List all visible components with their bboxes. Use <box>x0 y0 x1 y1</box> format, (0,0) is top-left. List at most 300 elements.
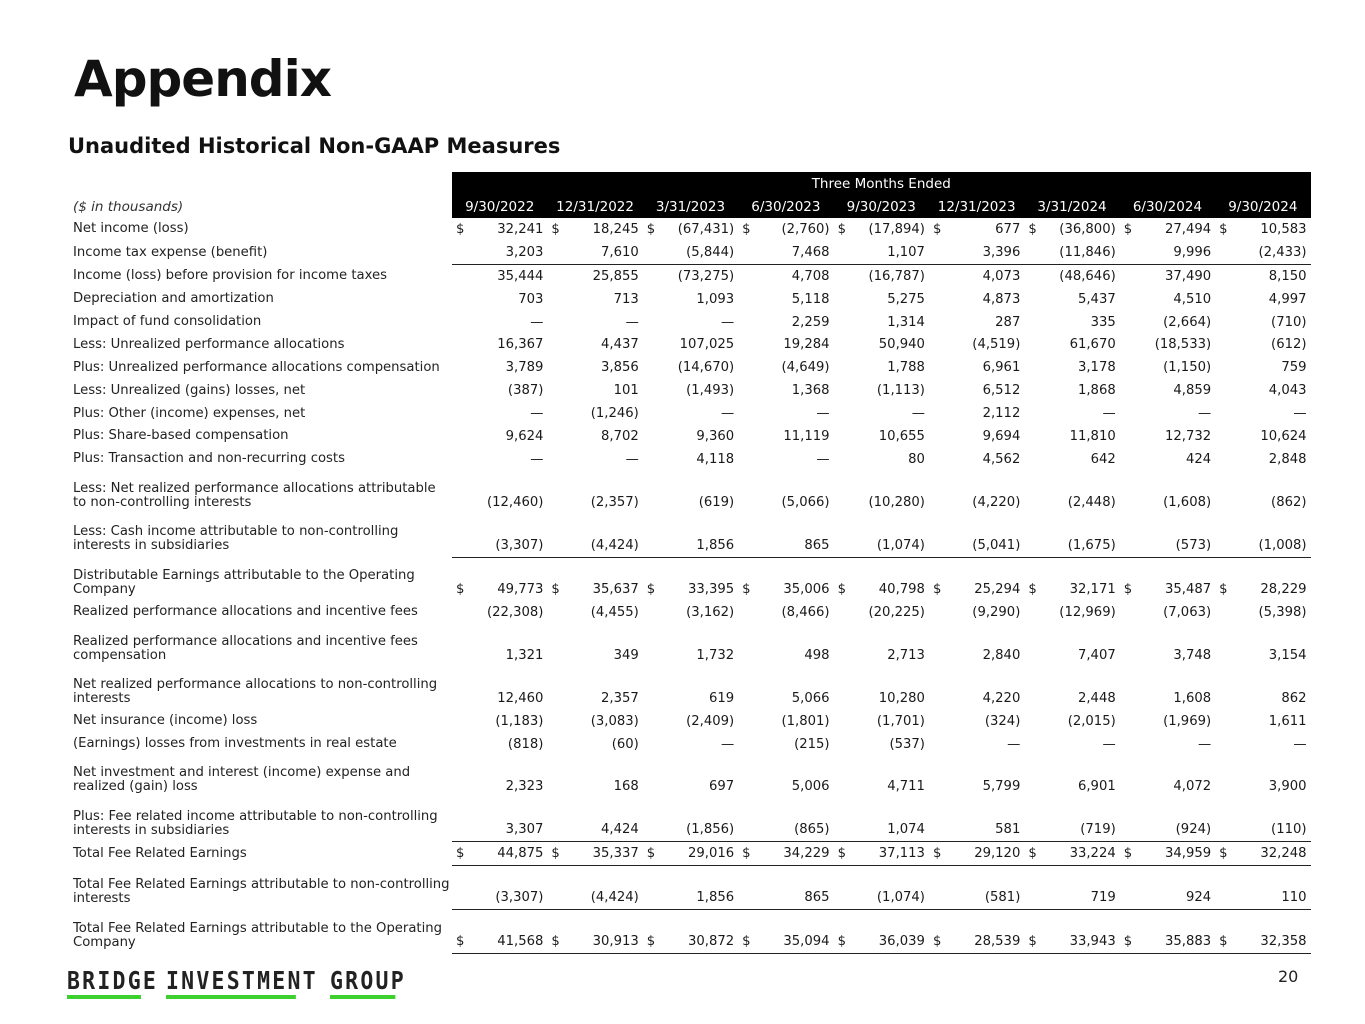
currency-symbol: $ <box>456 581 465 597</box>
currency-symbol <box>1024 601 1036 624</box>
table-cell: — <box>1102 406 1116 422</box>
currency-symbol <box>452 402 464 425</box>
table-header-row <box>68 195 1311 218</box>
currency-symbol <box>547 755 559 798</box>
logo-word: INVESTMENT <box>166 968 296 999</box>
currency-symbol <box>929 471 941 514</box>
currency-symbol <box>1024 667 1036 710</box>
table-cell: 36,039 <box>846 910 929 954</box>
currency-symbol <box>1120 471 1132 514</box>
table-cell: (8,466) <box>781 604 830 620</box>
currency-symbol <box>738 514 750 558</box>
currency-symbol <box>834 356 846 379</box>
currency-symbol: $ <box>452 910 464 954</box>
currency-symbol <box>547 471 559 514</box>
currency-symbol <box>1024 798 1036 842</box>
currency-symbol <box>1120 402 1132 425</box>
currency-symbol <box>1215 798 1227 842</box>
table-cell: — <box>1293 736 1307 752</box>
table-cell: — <box>530 451 544 467</box>
table-cell: 7,407 <box>1077 647 1116 663</box>
currency-symbol <box>643 241 655 264</box>
column-header: 6/30/2023 <box>738 195 833 218</box>
currency-symbol <box>452 241 464 264</box>
currency-symbol: $ <box>738 910 750 954</box>
table-cell: (1,801) <box>781 713 830 729</box>
table-cell: (1,113) <box>876 383 925 399</box>
currency-symbol <box>1215 356 1227 379</box>
table-cell: 4,711 <box>887 779 925 795</box>
currency-symbol <box>929 624 941 667</box>
currency-symbol <box>547 241 559 264</box>
currency-symbol: $ <box>834 842 846 866</box>
currency-symbol: $ <box>1219 581 1228 597</box>
currency-symbol <box>1120 379 1132 402</box>
currency-symbol <box>834 755 846 798</box>
table-row <box>68 601 1311 624</box>
currency-symbol <box>929 798 941 842</box>
table-cell: 4,437 <box>601 337 639 353</box>
page-title: Appendix <box>74 50 331 108</box>
currency-symbol <box>1120 866 1132 910</box>
table-cell: (3,307) <box>464 866 547 910</box>
table-cell: 11,810 <box>1069 428 1116 444</box>
table-row <box>68 798 1311 842</box>
table-cell: 1,368 <box>791 383 830 399</box>
table-cell: 19,284 <box>783 337 830 353</box>
row-label: Plus: Transaction and non-recurring costs <box>73 451 345 467</box>
table-cell: 4,043 <box>1268 383 1307 399</box>
currency-symbol <box>1215 402 1227 425</box>
table-row <box>68 311 1311 334</box>
currency-symbol <box>929 379 941 402</box>
currency-symbol <box>452 624 464 667</box>
table-cell: (324) <box>984 713 1021 729</box>
currency-symbol <box>834 241 846 264</box>
currency-symbol <box>1024 514 1036 558</box>
table-cell: 35,487 <box>1164 581 1212 597</box>
table-cell: 498 <box>804 647 830 663</box>
table-row <box>68 402 1311 425</box>
table-row <box>68 471 1311 514</box>
table-cell: — <box>625 314 639 330</box>
table-cell: — <box>911 406 925 422</box>
table-cell: 30,913 <box>560 910 643 954</box>
table-cell: 50,940 <box>878 337 925 353</box>
currency-symbol <box>834 425 846 448</box>
table-cell: (10,280) <box>868 494 925 510</box>
currency-symbol <box>547 866 559 910</box>
currency-symbol <box>1215 311 1227 334</box>
currency-symbol <box>738 356 750 379</box>
row-label: Less: Unrealized performance allocations <box>73 336 345 352</box>
table-cell: 862 <box>1281 690 1307 706</box>
currency-symbol <box>1120 311 1132 334</box>
table-row <box>68 448 1311 471</box>
currency-symbol <box>834 379 846 402</box>
currency-symbol <box>1024 755 1036 798</box>
table-cell: 9,694 <box>982 428 1021 444</box>
currency-symbol <box>929 425 941 448</box>
table-cell: (1,608) <box>1163 494 1212 510</box>
table-cell: 5,118 <box>791 291 830 307</box>
row-label: Realized performance allocations and incentive fees compensation <box>73 633 418 663</box>
table-cell: 1,868 <box>1077 383 1116 399</box>
table-cell: 1,611 <box>1268 713 1307 729</box>
table-cell: 28,229 <box>1260 581 1307 597</box>
currency-symbol <box>929 288 941 311</box>
table-cell: — <box>1197 406 1212 422</box>
table-row <box>68 755 1311 798</box>
currency-symbol <box>547 798 559 842</box>
table-row <box>68 356 1311 379</box>
table-cell: (1,150) <box>1163 360 1212 376</box>
table-cell: 35,637 <box>592 581 639 597</box>
table-cell: 3,396 <box>982 244 1021 260</box>
currency-symbol <box>547 264 559 287</box>
table-cell: 9,624 <box>505 428 544 444</box>
table-row <box>68 379 1311 402</box>
currency-symbol: $ <box>837 221 846 237</box>
row-label: Net insurance (income) loss <box>73 713 258 729</box>
table-cell: 28,539 <box>941 910 1024 954</box>
table-row <box>68 241 1311 264</box>
table-cell: 713 <box>613 291 639 307</box>
table-cell: 29,016 <box>655 842 738 866</box>
currency-symbol <box>929 866 941 910</box>
currency-symbol <box>643 402 655 425</box>
table-cell: (573) <box>1132 514 1215 558</box>
table-cell: (14,670) <box>677 360 735 376</box>
currency-symbol <box>643 425 655 448</box>
table-cell: 30,872 <box>655 910 738 954</box>
table-cell: 2,323 <box>505 779 544 795</box>
currency-symbol <box>929 402 941 425</box>
table-cell: (4,220) <box>972 494 1021 510</box>
table-cell: (2,760) <box>781 221 830 237</box>
currency-symbol <box>547 733 559 756</box>
table-cell: (22,308) <box>486 604 544 620</box>
table-cell: 10,624 <box>1260 428 1307 444</box>
table-cell: 10,655 <box>878 428 925 444</box>
currency-symbol <box>643 624 655 667</box>
table-cell: 11,119 <box>783 428 830 444</box>
currency-symbol <box>1215 514 1227 558</box>
table-cell: — <box>1293 406 1307 422</box>
table-cell: — <box>625 451 639 467</box>
currency-symbol <box>547 311 559 334</box>
currency-symbol <box>1215 264 1227 287</box>
table-cell: 6,512 <box>982 383 1021 399</box>
table-cell: (4,424) <box>560 514 643 558</box>
currency-symbol: $ <box>932 581 942 597</box>
table-row <box>68 333 1311 356</box>
currency-symbol: $ <box>643 842 655 866</box>
row-label: Realized performance allocations and incentive fees <box>73 604 418 620</box>
table-row <box>68 733 1311 756</box>
table-cell: 101 <box>613 383 639 399</box>
table-cell: 677 <box>995 221 1021 237</box>
table-cell: (60) <box>611 736 639 752</box>
currency-symbol <box>452 311 464 334</box>
currency-symbol <box>738 624 750 667</box>
table-cell: 5,799 <box>982 779 1021 795</box>
table-cell: 2,259 <box>791 314 830 330</box>
currency-symbol <box>834 514 846 558</box>
currency-symbol <box>929 264 941 287</box>
currency-symbol <box>1024 624 1036 667</box>
currency-symbol <box>929 241 941 264</box>
table-cell: 5,437 <box>1077 291 1116 307</box>
currency-symbol <box>1120 624 1132 667</box>
currency-symbol <box>738 425 750 448</box>
currency-symbol <box>452 733 464 756</box>
table-cell: 4,118 <box>696 451 735 467</box>
currency-symbol <box>1215 866 1227 910</box>
table-row <box>68 910 1311 954</box>
table-cell: 287 <box>995 314 1021 330</box>
currency-symbol <box>738 798 750 842</box>
row-label: Depreciation and amortization <box>73 291 274 307</box>
table-cell: — <box>530 406 544 422</box>
currency-symbol: $ <box>1028 221 1037 237</box>
currency-symbol <box>929 448 941 471</box>
table-cell: (17,894) <box>868 221 925 237</box>
table-cell: 35,883 <box>1132 910 1215 954</box>
currency-symbol <box>834 288 846 311</box>
table-cell: 619 <box>709 690 735 706</box>
currency-symbol <box>1024 264 1036 287</box>
currency-symbol <box>929 667 941 710</box>
table-cell: (581) <box>941 866 1024 910</box>
currency-symbol <box>1120 755 1132 798</box>
currency-symbol: $ <box>742 221 751 237</box>
row-label: Total Fee Related Earnings <box>73 845 247 861</box>
table-cell: (5,398) <box>1258 604 1307 620</box>
column-header: 12/31/2022 <box>547 195 642 218</box>
table-cell: 424 <box>1185 451 1212 467</box>
table-cell: (612) <box>1271 337 1307 353</box>
currency-symbol <box>738 311 750 334</box>
table-cell: 3,856 <box>601 360 639 376</box>
table-cell: 61,670 <box>1069 337 1116 353</box>
table-cell: 1,314 <box>887 314 925 330</box>
currency-symbol <box>929 333 941 356</box>
table-cell: 1,732 <box>696 647 735 663</box>
table-band-row <box>68 172 1311 195</box>
currency-symbol <box>834 624 846 667</box>
table-cell: (73,275) <box>655 264 738 287</box>
currency-symbol: $ <box>837 581 846 597</box>
currency-symbol <box>738 288 750 311</box>
currency-symbol <box>929 710 941 733</box>
currency-symbol <box>1215 241 1227 264</box>
table-cell: (4,455) <box>590 604 639 620</box>
currency-symbol <box>1024 710 1036 733</box>
currency-symbol <box>643 733 655 756</box>
table-cell: 18,245 <box>592 221 639 237</box>
table-cell: (36,800) <box>1059 221 1116 237</box>
table-cell: 3,203 <box>505 244 544 260</box>
table-cell: 581 <box>995 822 1021 838</box>
table-cell: 1,107 <box>887 244 925 260</box>
table-cell: 35,094 <box>751 910 834 954</box>
table-cell: 4,424 <box>601 822 639 838</box>
row-label: Net income (loss) <box>73 221 189 237</box>
table-cell: (1,246) <box>590 406 639 422</box>
currency-symbol <box>738 601 750 624</box>
table-cell: (3,083) <box>590 713 639 729</box>
table-cell: — <box>1197 736 1212 752</box>
table-cell: — <box>720 406 735 422</box>
table-cell: 6,961 <box>982 360 1021 376</box>
currency-symbol <box>738 448 750 471</box>
currency-symbol <box>1120 601 1132 624</box>
currency-symbol <box>1024 425 1036 448</box>
table-row <box>68 514 1311 558</box>
table-cell: 35,444 <box>464 264 547 287</box>
table-cell: — <box>816 451 830 467</box>
currency-symbol <box>1024 448 1036 471</box>
table-cell: 5,066 <box>791 690 830 706</box>
table-cell: (1,183) <box>495 713 544 729</box>
currency-symbol <box>452 755 464 798</box>
table-cell: 5,006 <box>791 779 830 795</box>
table-cell: — <box>720 736 735 752</box>
table-cell: 719 <box>1037 866 1120 910</box>
table-cell: (3,307) <box>464 514 547 558</box>
bridge-investment-group-logo <box>67 968 406 999</box>
currency-symbol <box>929 601 941 624</box>
table-cell: 2,448 <box>1077 690 1116 706</box>
currency-symbol: $ <box>643 910 655 954</box>
three-months-ended-header: Three Months Ended <box>452 172 1311 195</box>
non-gaap-table <box>68 172 1311 954</box>
currency-symbol <box>738 264 750 287</box>
currency-symbol <box>452 798 464 842</box>
column-header: 6/30/2024 <box>1120 195 1215 218</box>
table-cell: 349 <box>613 647 639 663</box>
currency-symbol <box>1120 264 1132 287</box>
table-cell: 35,006 <box>783 581 830 597</box>
currency-symbol <box>738 241 750 264</box>
currency-symbol <box>834 264 846 287</box>
currency-symbol <box>452 264 464 287</box>
currency-symbol <box>1120 514 1132 558</box>
table-cell: 2,357 <box>601 690 639 706</box>
currency-symbol <box>738 733 750 756</box>
currency-symbol <box>643 448 655 471</box>
table-cell: (862) <box>1271 494 1307 510</box>
currency-symbol: $ <box>646 221 656 237</box>
row-label: Plus: Share-based compensation <box>73 428 289 444</box>
currency-symbol <box>643 288 655 311</box>
currency-symbol: $ <box>1123 221 1133 237</box>
logo-word: BRIDGE <box>67 968 141 999</box>
currency-symbol: $ <box>1219 221 1228 237</box>
currency-symbol <box>547 333 559 356</box>
currency-symbol: $ <box>1123 581 1133 597</box>
table-cell: 168 <box>613 779 639 795</box>
currency-symbol <box>738 667 750 710</box>
table-cell: (2,433) <box>1258 244 1307 260</box>
currency-symbol <box>1215 333 1227 356</box>
table-row <box>68 425 1311 448</box>
currency-symbol <box>452 448 464 471</box>
logo-word: GROUP <box>330 968 395 999</box>
currency-symbol: $ <box>1024 910 1036 954</box>
currency-symbol <box>452 667 464 710</box>
row-label: Impact of fund consolidation <box>73 314 262 329</box>
table-cell: (619) <box>698 494 735 510</box>
currency-symbol <box>1024 333 1036 356</box>
currency-symbol <box>643 601 655 624</box>
currency-symbol <box>738 333 750 356</box>
currency-symbol <box>1120 241 1132 264</box>
currency-symbol <box>1215 710 1227 733</box>
currency-symbol <box>1120 333 1132 356</box>
table-cell: (2,664) <box>1163 314 1212 330</box>
table-cell: 40,798 <box>878 581 925 597</box>
table-cell: 8,702 <box>601 428 639 444</box>
table-cell: (5,041) <box>941 514 1024 558</box>
currency-symbol <box>1215 667 1227 710</box>
table-cell: 759 <box>1281 360 1307 376</box>
column-header: 9/30/2024 <box>1215 195 1310 218</box>
table-row <box>68 264 1311 287</box>
table-cell: 33,224 <box>1037 842 1120 866</box>
table-cell: 12,460 <box>497 690 544 706</box>
currency-symbol <box>547 667 559 710</box>
table-cell: (110) <box>1271 822 1307 838</box>
table-cell: (20,225) <box>868 604 925 620</box>
table-cell: (924) <box>1175 822 1212 838</box>
row-label: Income tax expense (benefit) <box>73 244 268 260</box>
table-cell: 32,248 <box>1228 842 1311 866</box>
table-cell: 1,856 <box>655 866 738 910</box>
currency-symbol <box>929 733 941 756</box>
table-cell: (5,844) <box>686 244 735 260</box>
table-cell: (48,646) <box>1037 264 1120 287</box>
table-cell: (1,493) <box>686 383 735 399</box>
currency-symbol <box>643 311 655 334</box>
currency-symbol <box>1215 288 1227 311</box>
currency-symbol <box>452 356 464 379</box>
table-cell: (387) <box>507 383 544 399</box>
currency-symbol <box>452 379 464 402</box>
table-cell: (2,448) <box>1067 494 1116 510</box>
currency-symbol <box>929 514 941 558</box>
currency-symbol <box>452 471 464 514</box>
currency-symbol: $ <box>1028 581 1037 597</box>
currency-symbol <box>643 514 655 558</box>
currency-symbol <box>1120 288 1132 311</box>
table-cell: (1,008) <box>1228 514 1311 558</box>
table-row <box>68 866 1311 910</box>
table-cell: 41,568 <box>464 910 547 954</box>
currency-symbol <box>547 710 559 733</box>
table-cell: 4,072 <box>1173 779 1212 795</box>
table-cell: (1,074) <box>846 514 929 558</box>
currency-symbol <box>643 710 655 733</box>
currency-symbol <box>738 710 750 733</box>
row-label: Plus: Other (income) expenses, net <box>73 405 306 421</box>
table-cell: 4,510 <box>1173 291 1212 307</box>
currency-symbol <box>547 448 559 471</box>
row-label: (Earnings) losses from investments in real estate <box>73 736 397 752</box>
currency-symbol <box>738 402 750 425</box>
currency-symbol <box>738 755 750 798</box>
